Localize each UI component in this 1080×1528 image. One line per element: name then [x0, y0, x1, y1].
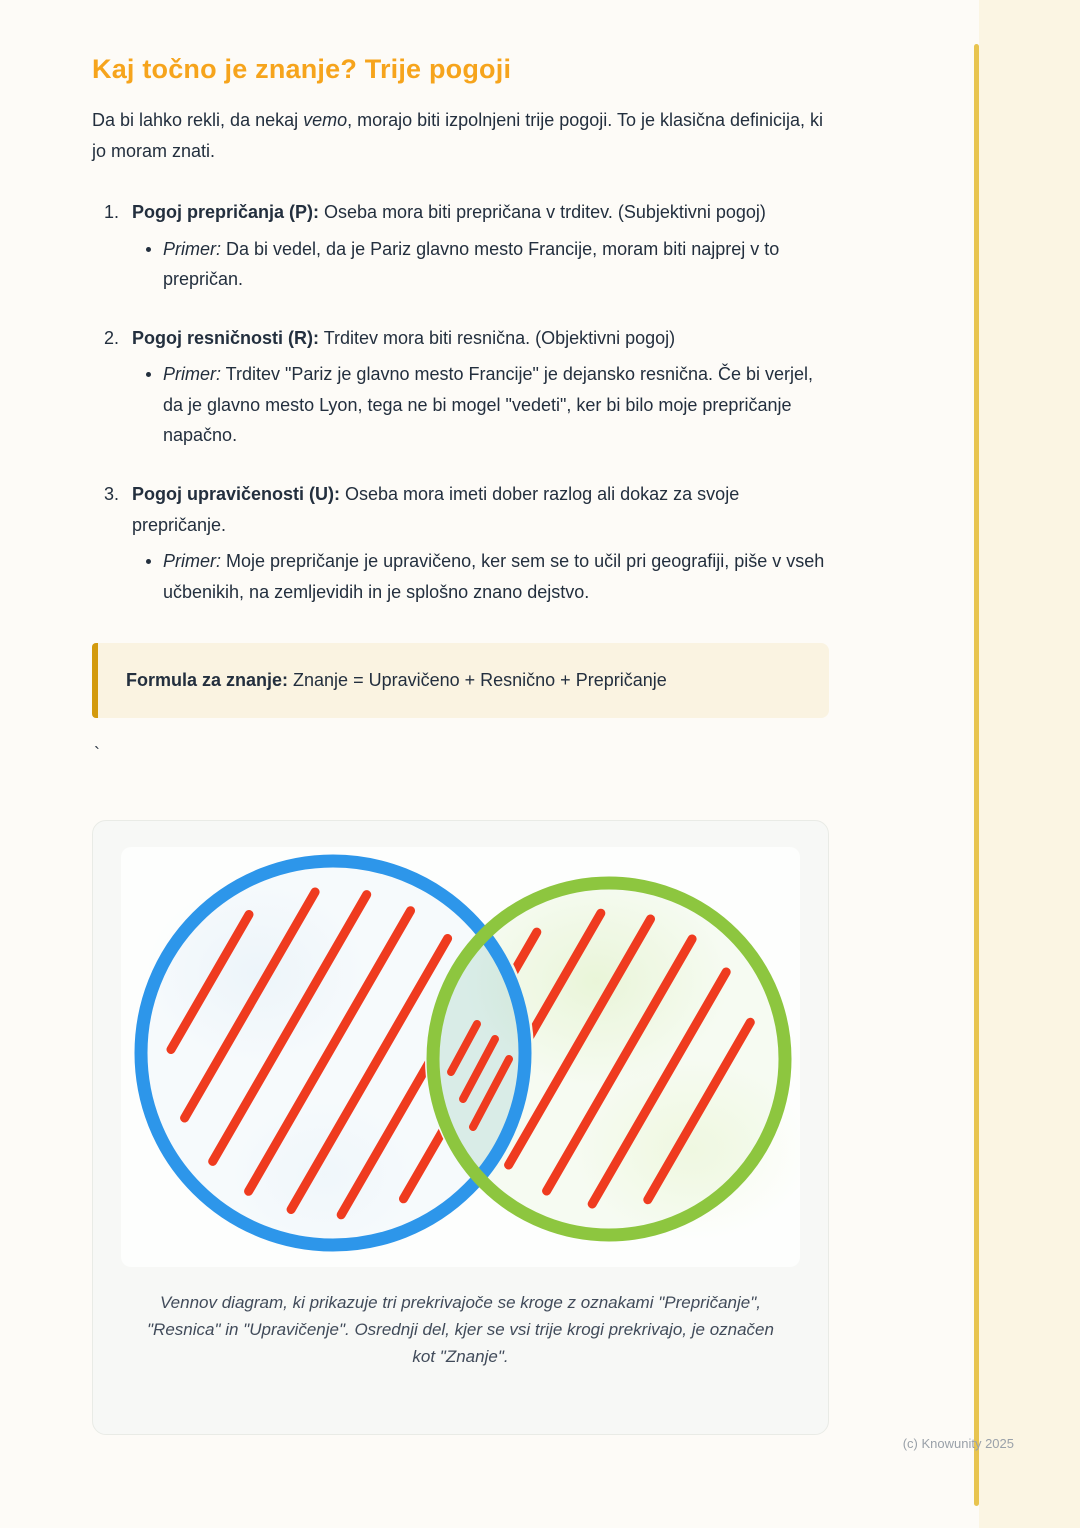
example-label: Primer:: [163, 364, 221, 385]
condition-body: [132, 323, 829, 451]
callout-label: Formula za znanje:: [126, 670, 289, 691]
example-list: [132, 359, 829, 451]
venn-figure-card: [92, 820, 829, 1436]
example-text: Trditev "Pariz je glavno mesto Francije" je dejansko resnična. Če bi verjel, da je glavno mesto Lyon, tega ne bi mogel "vedeti", ker bi bilo moje prepričanje napačno.: [163, 364, 814, 446]
callout-body: Znanje = Upravičeno + Resnično + Prepričanje: [288, 670, 667, 691]
stray-backtick: `: [94, 744, 100, 765]
copyright-note: (c) Knowunity 2025: [902, 1436, 1014, 1451]
condition-title: Pogoj resničnosti (R):: [132, 327, 320, 348]
example-item: [163, 546, 829, 607]
figure-caption: Vennov diagram, ki prikazuje tri prekrivajoče se kroge z oznakami "Prepričanje", "Resnica" in "Upravičenje". Osrednji del, kjer se vsi trije krogi prekrivajo, je označen kot "Znanje".: [147, 1292, 774, 1366]
condition-title: Pogoj prepričanja (P):: [132, 201, 320, 222]
page-title: Kaj točno je znanje? Trije pogoji: [92, 54, 512, 84]
example-list: [132, 234, 829, 295]
condition-number: 3.: [104, 484, 120, 505]
condition-head: [132, 197, 829, 228]
condition-title: Pogoj upravičenosti (U):: [132, 484, 341, 505]
condition-body: [132, 479, 829, 607]
condition-item-3: [104, 479, 829, 607]
vertical-margin-line: [974, 44, 979, 1506]
document-content: [92, 0, 829, 1435]
example-label: Primer:: [163, 551, 221, 572]
condition-item-2: [104, 323, 829, 451]
right-margin-strip: [979, 0, 1080, 1528]
callout-text: [126, 667, 801, 694]
condition-head: [132, 479, 829, 540]
example-item: [163, 234, 829, 295]
example-text: Moje prepričanje je upravičeno, ker sem se to učil pri geografiji, piše v vseh učbenikih, na zemljevidih in je splošno znano dejstvo.: [163, 551, 825, 602]
condition-body: [132, 197, 829, 295]
intro-emphasis: vemo: [303, 110, 348, 130]
example-label: Primer:: [163, 238, 221, 259]
intro-text-pre: Da bi lahko rekli, da nekaj: [92, 110, 304, 130]
condition-text: Oseba mora biti prepričana v trditev. (Subjektivni pogoj): [319, 201, 766, 222]
venn-diagram: [121, 847, 800, 1267]
intro-text-post: , morajo biti izpolnjeni trije pogoji. To je klasična definicija, ki jo moram znati.: [92, 110, 824, 161]
formula-callout: [92, 643, 829, 718]
condition-text: Oseba mora imeti dober razlog ali dokaz za svoje prepričanje.: [132, 484, 740, 535]
intro-paragraph: [92, 105, 829, 167]
condition-text: Trditev mora biti resnična. (Objektivni pogoj): [319, 327, 676, 348]
conditions-list: [92, 197, 829, 608]
condition-head: [132, 323, 829, 354]
example-list: [132, 546, 829, 607]
condition-number: 2.: [104, 327, 120, 348]
condition-number: 1.: [104, 201, 120, 222]
figure-image: [121, 847, 800, 1267]
condition-item-1: [104, 197, 829, 295]
example-text: Da bi vedel, da je Pariz glavno mesto Francije, moram biti najprej v to prepričan.: [163, 238, 780, 290]
example-item: [163, 359, 829, 451]
